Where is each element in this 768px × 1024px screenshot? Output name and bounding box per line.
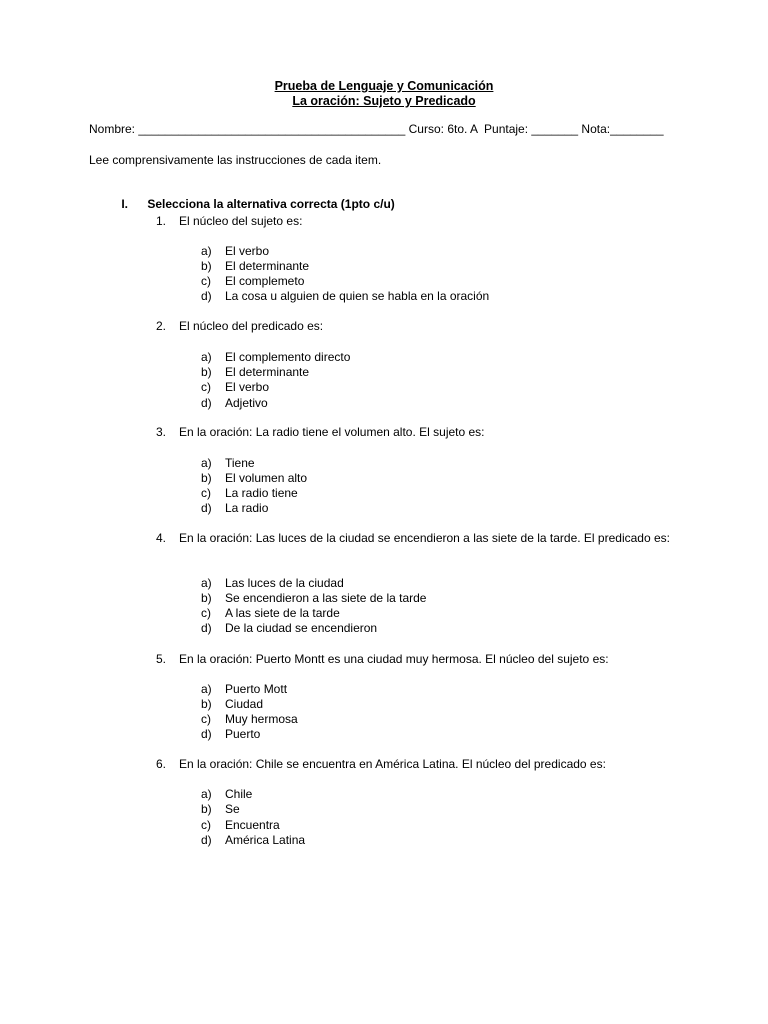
question-number: 1.: [156, 214, 167, 228]
answer-option: [201, 486, 298, 500]
option-letter: b): [201, 259, 212, 273]
option-letter: d): [201, 501, 212, 515]
option-text: Tiene: [225, 456, 255, 470]
answer-option: [201, 259, 309, 273]
answer-option: [201, 456, 255, 470]
option-text: A las siete de la tarde: [225, 606, 340, 620]
option-letter: a): [201, 787, 212, 801]
option-letter: c): [201, 712, 211, 726]
option-letter: c): [201, 380, 211, 394]
option-letter: a): [201, 682, 212, 696]
answer-option: [201, 833, 305, 847]
option-text: Se: [225, 802, 240, 816]
answer-option: [201, 802, 240, 816]
option-letter: c): [201, 818, 211, 832]
option-text: El determinante: [225, 365, 310, 379]
option-text: El volumen alto: [225, 471, 308, 485]
answer-option: [201, 471, 307, 485]
option-text: Muy hermosa: [225, 712, 298, 726]
option-text: Puerto: [225, 727, 261, 741]
question-number: 3.: [156, 425, 167, 439]
option-text: Adjetivo: [225, 396, 268, 410]
option-text: El verbo: [225, 244, 270, 258]
question-text: El núcleo del predicado es:: [179, 319, 324, 333]
answer-option: [201, 380, 269, 394]
option-text: Ciudad: [225, 697, 264, 711]
option-text: Se encendieron a las siete de la tarde: [225, 591, 427, 605]
question-number: 5.: [156, 652, 167, 666]
option-letter: b): [201, 697, 212, 711]
option-text: Encuentra: [225, 818, 280, 832]
question-text: El núcleo del sujeto es:: [179, 214, 303, 228]
question-text: En la oración: La radio tiene el volumen alto. El sujeto es:: [179, 425, 485, 439]
option-letter: d): [201, 621, 212, 635]
answer-option: [201, 606, 340, 620]
answer-option: [201, 396, 268, 410]
question-text: En la oración: Puerto Montt es una ciudad muy hermosa. El núcleo del sujeto es:: [179, 652, 609, 666]
option-letter: b): [201, 365, 212, 379]
option-letter: a): [201, 576, 212, 590]
option-text: Puerto Mott: [225, 682, 288, 696]
option-letter: b): [201, 591, 212, 605]
option-letter: b): [201, 471, 212, 485]
option-letter: a): [201, 244, 212, 258]
document-subtitle: La oración: Sujeto y Predicado: [292, 94, 476, 108]
answer-option: [201, 576, 344, 590]
option-text: La radio: [225, 501, 269, 515]
option-letter: c): [201, 486, 211, 500]
option-letter: d): [201, 289, 212, 303]
option-text: Las luces de la ciudad: [225, 576, 344, 590]
document-title: Prueba de Lenguaje y Comunicación: [274, 79, 494, 93]
answer-option: [201, 697, 263, 711]
option-text: De la ciudad se encendieron: [225, 621, 378, 635]
answer-option: [201, 787, 252, 801]
instructions-text: Lee comprensivamente las instrucciones de cada item.: [89, 153, 382, 167]
option-letter: d): [201, 396, 212, 410]
option-text: El determinante: [225, 259, 310, 273]
answer-option: [201, 727, 260, 741]
answer-option: [201, 682, 287, 696]
answer-option: [201, 591, 426, 605]
question-text: En la oración: Las luces de la ciudad se encendieron a las siete de la tarde. El predicado es:: [179, 531, 670, 545]
answer-option: [201, 244, 269, 258]
option-text: La radio tiene: [225, 486, 298, 500]
answer-option: [201, 818, 280, 832]
answer-option: [201, 621, 377, 635]
answer-option: [201, 365, 309, 379]
student-info-line: Nombre: ________________________________________ Curso: 6to. A Puntaje: _______ Nota:________: [89, 122, 664, 136]
answer-option: [201, 501, 268, 515]
option-text: América Latina: [225, 833, 306, 847]
option-letter: d): [201, 833, 212, 847]
option-text: El complemento directo: [225, 350, 351, 364]
option-text: Chile: [225, 787, 253, 801]
answer-option: [201, 350, 350, 364]
option-letter: b): [201, 802, 212, 816]
option-letter: c): [201, 606, 211, 620]
option-letter: c): [201, 274, 211, 288]
option-letter: a): [201, 456, 212, 470]
question-number: 2.: [156, 319, 167, 333]
question-number: 6.: [156, 757, 167, 771]
option-letter: d): [201, 727, 212, 741]
answer-option: [201, 289, 489, 303]
section-number: I.: [121, 197, 129, 211]
option-text: La cosa u alguien de quien se habla en la oración: [225, 289, 490, 303]
question-number: 4.: [156, 531, 167, 545]
answer-option: [201, 274, 304, 288]
section-title: Selecciona la alternativa correcta (1pto c/u): [147, 197, 395, 211]
answer-option: [201, 712, 298, 726]
option-text: El verbo: [225, 380, 270, 394]
question-text: En la oración: Chile se encuentra en América Latina. El núcleo del predicado es:: [179, 757, 606, 771]
option-text: El complemeto: [225, 274, 305, 288]
option-letter: a): [201, 350, 212, 364]
